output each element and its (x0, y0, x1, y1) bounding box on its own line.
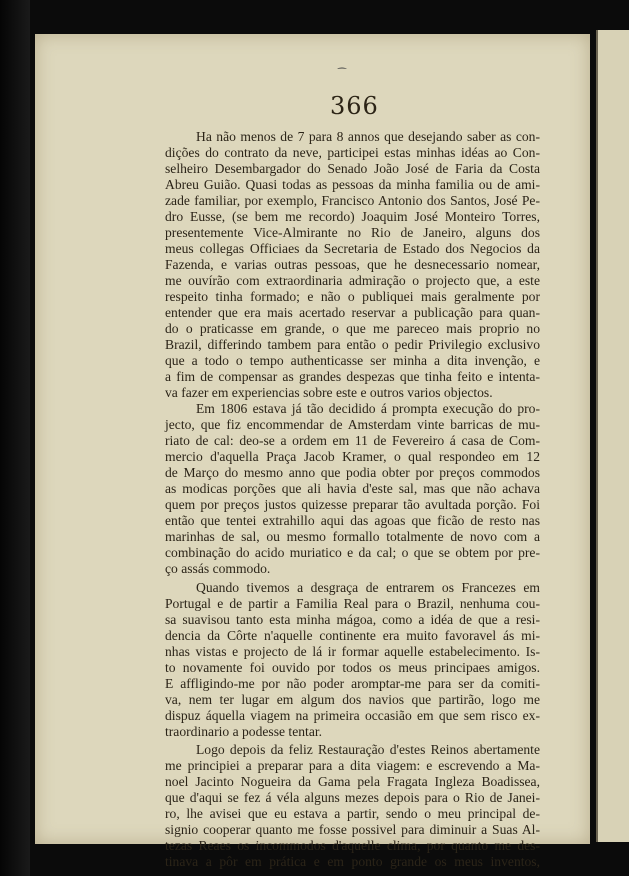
text-line: de Março do mesmo anno que podia obter por preços commodos (165, 465, 540, 480)
text-line: que d'aqui se fez á véla alguns mezes depois para o Rio de Janei- (165, 790, 540, 805)
text-line: meus collegas Officiaes da Secretaria de Estado dos Negocios da (165, 241, 540, 256)
text-line: traordinario a podesse tentar. (165, 724, 323, 739)
text-line: Portugal e de partir a Familia Real para o Brazil, nenhuma cou- (165, 596, 540, 611)
text-line: me ouvírão com extraordinaria admiração o projecto que, a este (165, 273, 540, 288)
text-line: Quando tivemos a desgraça de entrarem os Francezes em (196, 580, 540, 595)
text-line: a fim de compensar as grandes despezas que tinha feito e intenta- (165, 369, 540, 384)
text-line: combinação do acido muriatico e da cal; o que se obtem por pre- (165, 545, 540, 560)
text-line: tinava a pôr em prática e em ponto grande os meus inventos, (165, 854, 540, 869)
text-line: noel Jacinto Nogueira da Gama pela Fragata Ingleza Boadissea, (165, 774, 540, 789)
adjacent-page-edge (596, 30, 629, 842)
text-line: sa suavisou tanto esta minha mágoa, como a idéa de que a resi- (165, 612, 540, 627)
text-line: Em 1806 estava já tão decidido á prompta execução do pro- (196, 401, 540, 416)
book-spine-shadow (0, 0, 30, 876)
text-line: Abreu Guião. Quasi todas as pessoas da minha familia ou de ami- (165, 177, 540, 192)
text-line: então que tentei extrahillo aqui das agoas que ficão de resto nas (165, 513, 540, 528)
text-line: quem por preços justos quizesse preparar tão avultada porção. Foi (165, 497, 540, 512)
text-line: Fazenda, e varias outras pessoas, que he desnecessario nomear, (165, 257, 540, 272)
text-line: Ha não menos de 7 para 8 annos que desejando saber as con- (196, 129, 540, 144)
text-line: E affligindo-me por não poder aromptar-me para ser da comiti- (165, 676, 540, 691)
text-line: ço assás commodo. (165, 561, 271, 576)
ink-mark: ⁀ (337, 69, 347, 80)
text-line: marinhas de sal, ou mesmo formallo totalmente de novo com a (165, 529, 540, 544)
text-line: zade familiar, por exemplo, Francisco Antonio dos Santos, José Pe- (165, 193, 540, 208)
text-line: tezas Reaes os incommodos d'aquelle clima, por quanto me des- (165, 838, 540, 853)
text-line: presentemente Vice-Almirante no Rio de Janeiro, alguns dos (165, 225, 540, 240)
text-line: ro, lhe avisei que eu estava a partir, sendo o meu principal de- (165, 806, 540, 821)
text-line: as modicas porções que ali havia d'este sal, mas que não achava (165, 481, 540, 496)
text-line: dro Eusse, (se bem me recordo) Joaquim José Monteiro Torres, (165, 209, 540, 224)
text-line: Brazil, differindo tambem para então o pedir Privilegio exclusivo (165, 337, 540, 352)
text-line: que a todo o tempo authenticasse ser minha a dita invenção, e (165, 353, 540, 368)
text-line: va fazer em experiencias sobre este e outros varios objectos. (165, 385, 493, 400)
text-line: va, nem ter lugar em algum dos navios que partirão, logo me (165, 692, 540, 707)
text-line: selheiro Desembargador do Senado João José de Faria da Costa (165, 161, 540, 176)
text-line: riato de cal: deo-se a ordem em 11 de Fevereiro á casa de Com- (165, 433, 540, 448)
text-line: dispuz áquella viagem na primeira occasião em que sem risco ex- (165, 708, 540, 723)
text-line: Logo depois da feliz Restauração d'estes Reinos abertamente (196, 742, 540, 757)
page-number: 366 (330, 92, 379, 120)
text-line: respeito tinha formado; e não o publiquei mais geralmente por (165, 289, 540, 304)
text-line: jecto, que fiz encommendar de Amsterdam vinte barricas de mu- (165, 417, 540, 432)
text-line: to novamente foi ouvido por todos os meus principaes amigos. (165, 660, 540, 675)
text-line: nhas vistas e projecto de lá ir formar aquelle estabelecimento. Is- (165, 644, 540, 659)
text-line: me principiei a preparar para a dita viagem: e escrevendo a Ma- (165, 758, 540, 773)
text-line: dições do contrato da neve, participei estas minhas idéas ao Con- (165, 145, 540, 160)
text-line: mercio d'aquella Praça Jacob Kramer, o qual respondeo em 12 (165, 449, 540, 464)
text-line: entender que era mais acertado reservar a publicação para quan- (165, 305, 540, 320)
text-line: do o praticasse em grande, o que me pareceo mais proprio no (165, 321, 540, 336)
text-line: signio cooperar quanto me fosse possivel para diminuir a Suas Al- (165, 822, 540, 837)
text-line: dencia da Côrte n'aquelle continente era muito favoravel ás mi- (165, 628, 540, 643)
